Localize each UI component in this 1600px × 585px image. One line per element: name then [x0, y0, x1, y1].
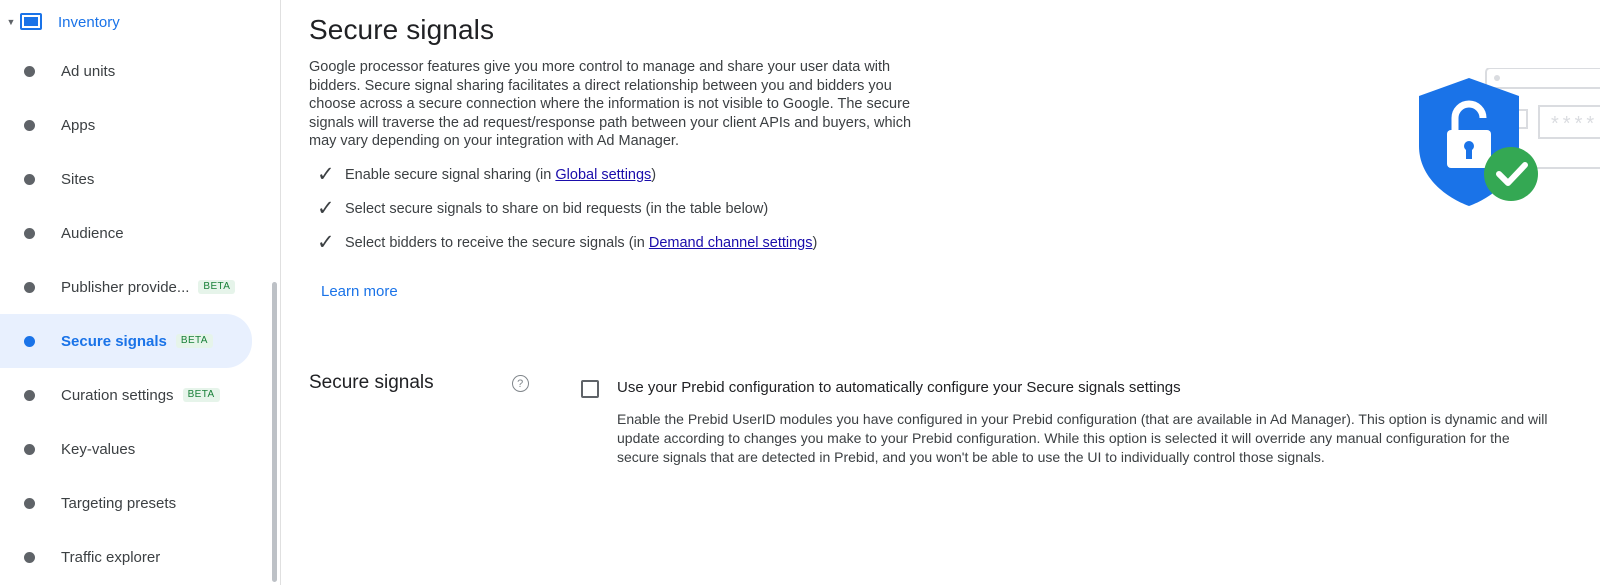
list-item: [309, 162, 1600, 186]
sidebar-item-audience[interactable]: [0, 206, 252, 260]
help-icon[interactable]: ?: [512, 375, 529, 392]
secure-signals-illustration: [1411, 68, 1600, 258]
sidebar-item-secure-signals[interactable]: [0, 314, 252, 368]
sidebar-item-curation-settings[interactable]: [0, 368, 252, 422]
sidebar-item-label: Apps: [61, 116, 96, 134]
sidebar-item-targeting-presets[interactable]: [0, 476, 252, 530]
check-icon: ✓: [317, 162, 335, 186]
dot-icon: [24, 336, 35, 347]
checklist-text: [345, 165, 656, 185]
learn-more-link[interactable]: Learn more: [321, 282, 398, 300]
prebid-checkbox-row[interactable]: [581, 378, 1600, 398]
list-item: [309, 196, 1600, 220]
sidebar-item-key-values[interactable]: [0, 422, 252, 476]
sidebar-header[interactable]: [0, 0, 280, 44]
sidebar-title[interactable]: Inventory: [58, 13, 120, 31]
sidebar-item-label: Secure signals: [61, 332, 167, 350]
sidebar-item-ad-units[interactable]: [0, 44, 252, 98]
beta-badge: BETA: [183, 388, 220, 402]
checklist: [309, 162, 1600, 254]
dot-icon: [24, 282, 35, 293]
checklist-text-pre: Select secure signals to share on bid requests (in the table below): [345, 200, 769, 217]
sidebar-item-label: Audience: [61, 224, 124, 242]
sidebar-item-label: Sites: [61, 170, 95, 188]
sidebar-item-label: Traffic explorer: [61, 548, 161, 566]
sidebar-item-publisher-provided[interactable]: [0, 260, 252, 314]
sidebar-item-label: Publisher provide...: [61, 278, 190, 296]
checklist-text: [345, 199, 768, 219]
section-header: [309, 372, 554, 394]
dot-icon: [24, 228, 35, 239]
chevron-down-icon[interactable]: ▼: [6, 16, 16, 27]
sidebar-item-apps[interactable]: [0, 98, 252, 152]
intro-paragraph: Google processor features give you more control to manage and share your user data with bidders. Secure signal sharing facilitates a direct relationship between you and bidders you choose across a secure connection where the information is not visible to Google. The secure signals will traverse the ad request/response path between your client APIs and buyers, which may vary depending on your integration with Ad Manager.: [309, 59, 912, 149]
section-body: [581, 372, 1600, 467]
page-title: Secure signals: [309, 14, 495, 45]
secure-signals-section: [309, 372, 1600, 467]
checklist-text-post: ): [651, 166, 657, 183]
check-icon: ✓: [317, 196, 335, 220]
list-item: [309, 230, 1600, 254]
dot-icon: [24, 174, 35, 185]
check-icon: ✓: [317, 230, 335, 254]
checklist-text-pre: Enable secure signal sharing (in: [345, 166, 556, 183]
sidebar-item-sites[interactable]: [0, 152, 252, 206]
section-heading: Secure signals: [309, 372, 434, 393]
sidebar-item-traffic-explorer[interactable]: [0, 530, 252, 584]
dot-icon: [24, 390, 35, 401]
dot-icon: [24, 498, 35, 509]
checklist-text: [345, 233, 817, 253]
demand-channel-settings-link[interactable]: Demand channel settings: [648, 234, 813, 251]
main-content: [281, 0, 1600, 585]
inventory-icon: [20, 12, 44, 32]
prebid-description: Enable the Prebid UserID modules you have configured in your Prebid configuration (that are available in Ad Manager). This option is dynamic and will update according to changes you make to your Prebid configuration. While this option is selected it will override any manual configuration for the secure signals that are detected in Prebid, and you won't be able to use the UI to individually control those signals.: [617, 411, 1548, 465]
sidebar-item-label: Key-values: [61, 440, 136, 458]
global-settings-link[interactable]: Global settings: [555, 166, 652, 183]
dot-icon: [24, 66, 35, 77]
svg-text:****: ****: [1551, 113, 1599, 135]
sidebar-item-label: Targeting presets: [61, 494, 177, 512]
checklist-text-pre: Select bidders to receive the secure signals (in: [345, 234, 649, 251]
sidebar-scrollbar[interactable]: [272, 282, 277, 582]
prebid-checkbox[interactable]: [581, 380, 599, 398]
beta-badge: BETA: [198, 280, 235, 294]
dot-icon: [24, 552, 35, 563]
prebid-checkbox-label: Use your Prebid configuration to automatically configure your Secure signals settings: [617, 379, 1181, 396]
beta-badge: BETA: [176, 334, 213, 348]
sidebar-item-label: Ad units: [61, 62, 116, 80]
dot-icon: [24, 120, 35, 131]
sidebar: [0, 0, 281, 585]
sidebar-item-label: Curation settings: [61, 386, 174, 404]
dot-icon: [24, 444, 35, 455]
checklist-text-post: ): [812, 234, 818, 251]
